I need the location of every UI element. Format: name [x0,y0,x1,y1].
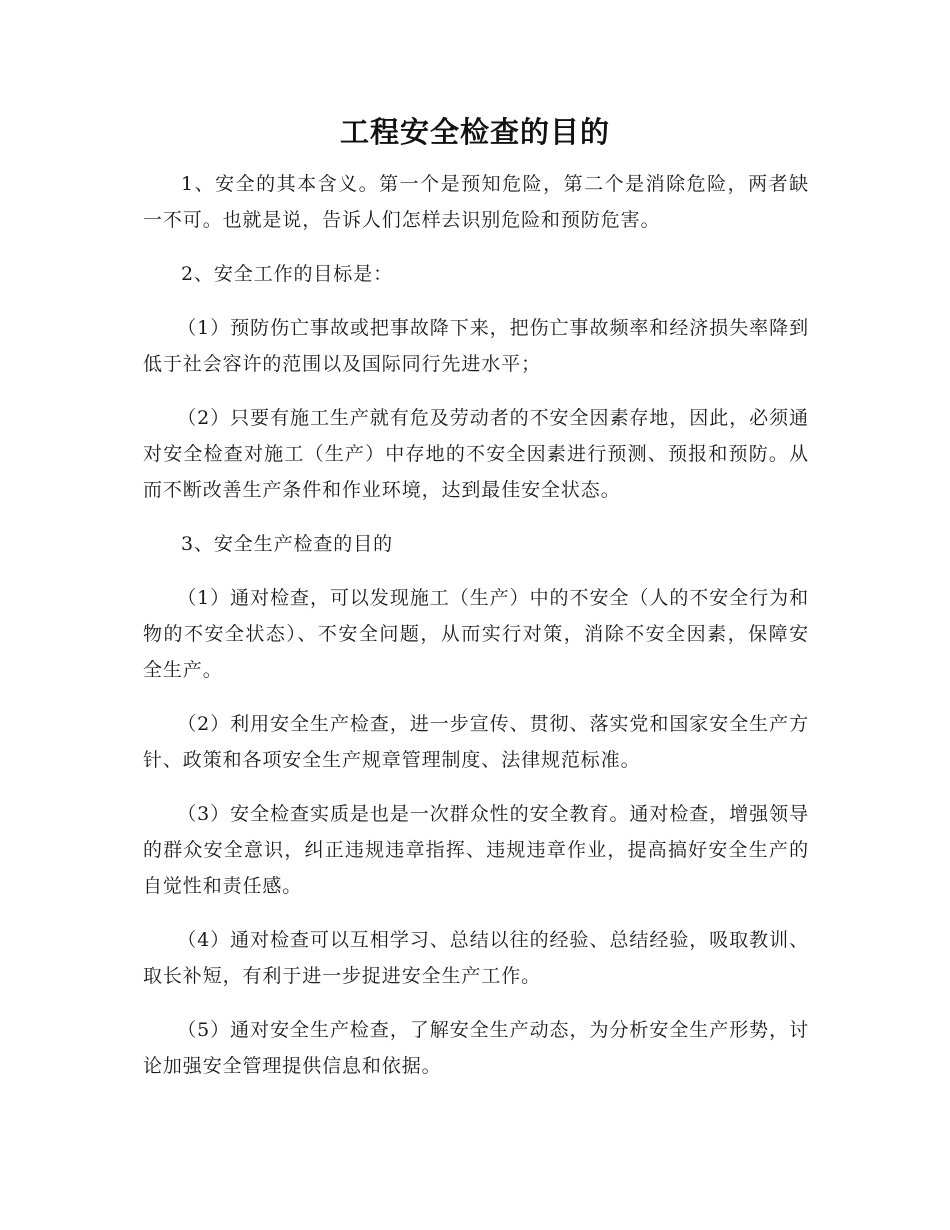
paragraph-goal-2: （2）只要有施工生产就有危及劳动者的不安全因素存地，因此，必须通对安全检查对施工（生产）中存地的不安全因素进行预测、预报和预防。从而不断改善生产条件和作业环境，达到最佳安全状态。 [143,407,809,501]
paragraph-purpose-4: （4）通对检查可以互相学习、总结以往的经验、总结经验，吸取教训、取长补短，有利于进一步捉进安全生产工作。 [143,929,809,987]
paragraph-purpose-5: （5）通对安全生产检查，了解安全生产动态，为分析安全生产形势，讨论加强安全管理提供信息和依据。 [143,1019,809,1077]
paragraph-purpose-2: （2）利用安全生产检查，进一步宣传、贯彻、落实党和国家安全生产方针、政策和各项安全生产规章管理制度、法律规范标准。 [143,713,809,771]
document-body [143,166,809,1102]
paragraph-purpose-3: （3）安全检查实质是也是一次群众性的安全教育。通对检查，增强领导的群众安全意识，纠正违规违章指挥、违规违章作业，提高搞好安全生产的自觉性和责任感。 [143,803,809,897]
paragraph-goal-1: （1）预防伤亡事故或把事故降下来，把伤亡事故频率和经济损失率降到低于社会容许的范围以及国际同行先进水平； [143,317,809,375]
paragraph-safety-goals-heading: 2、安全工作的目标是： [181,263,393,285]
paragraph-safety-meaning: 1、安全的其本含义。第一个是预知危险，第二个是消除危险，两者缺一不可。也就是说，告诉人们怎样去识别危险和预防危害。 [143,173,809,231]
document-title: 工程安全检查的目的 [339,115,610,149]
paragraph-purpose-1: （1）通对检查，可以发现施工（生产）中的不安全（人的不安全行为和物的不安全状态）、不安全问题，从而实行对策，消除不安全因素，保障安全生产。 [143,587,809,681]
paragraph-inspection-purpose-heading: 3、安全生产检查的目的 [181,533,393,555]
